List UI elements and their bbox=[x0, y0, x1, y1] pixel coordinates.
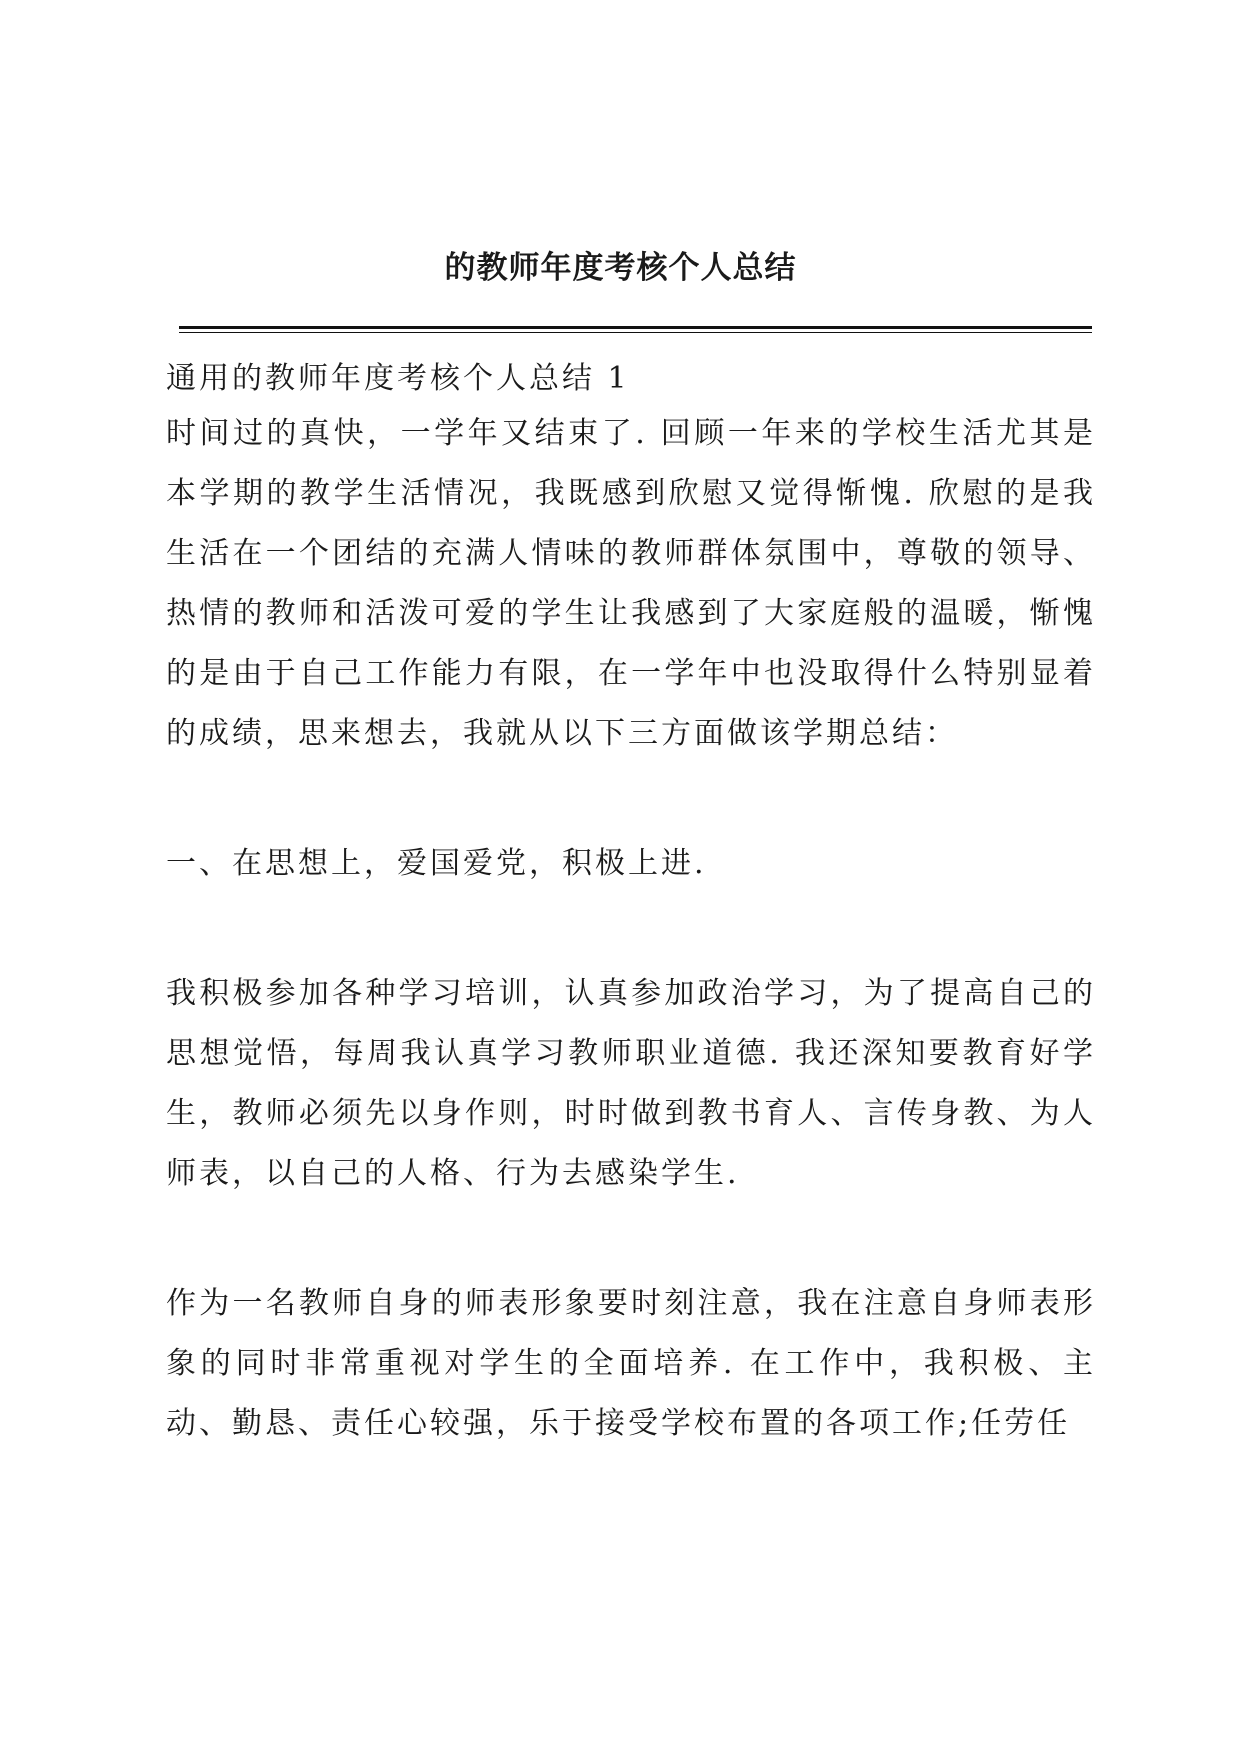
paragraph-intro: 时间过的真快，一学年又结束了. 回顾一年来的学校生活尤其是本学期的教学生活情况，我既感到欣慰又觉得惭愧. 欣慰的是我生活在一个团结的充满人情味的教师群体氛围中，尊敬的领导、热情的教师和活泼可爱的学生让我感到了大家庭般的温暖，惭愧的是由于自己工作能力有限，在一学年中也没取得什么特别显着的成绩，思来想去，我就从以下三方面做该学期总结： bbox=[166, 416, 1096, 751]
title-divider bbox=[179, 326, 1092, 333]
paragraph-study: 我积极参加各种学习培训，认真参加政治学习，为了提高自己的思想觉悟，每周我认真学习教师职业道德. 我还深知要教育好学生，教师必须先以身作则，时时做到教书育人、言传身教、为人师表，以自己的人格、行为去感染学生. bbox=[166, 976, 1096, 1191]
document-body bbox=[166, 354, 1096, 1454]
paragraph-spacer bbox=[166, 764, 1096, 834]
section-heading: 通用的教师年度考核个人总结 1 bbox=[166, 361, 630, 396]
document-title: 的教师年度考核个人总结 bbox=[444, 250, 797, 286]
paragraph-spacer bbox=[166, 894, 1096, 964]
paragraph-teacher-image: 作为一名教师自身的师表形象要时刻注意，我在注意自身师表形象的同时非常重视对学生的全面培养. 在工作中，我积极、主动、勤恳、责任心较强，乐于接受学校布置的各项工作;任劳任 bbox=[166, 1286, 1096, 1441]
paragraph-spacer bbox=[166, 1204, 1096, 1274]
paragraph-point-one: 一、在思想上，爱国爱党，积极上进. bbox=[166, 846, 707, 881]
